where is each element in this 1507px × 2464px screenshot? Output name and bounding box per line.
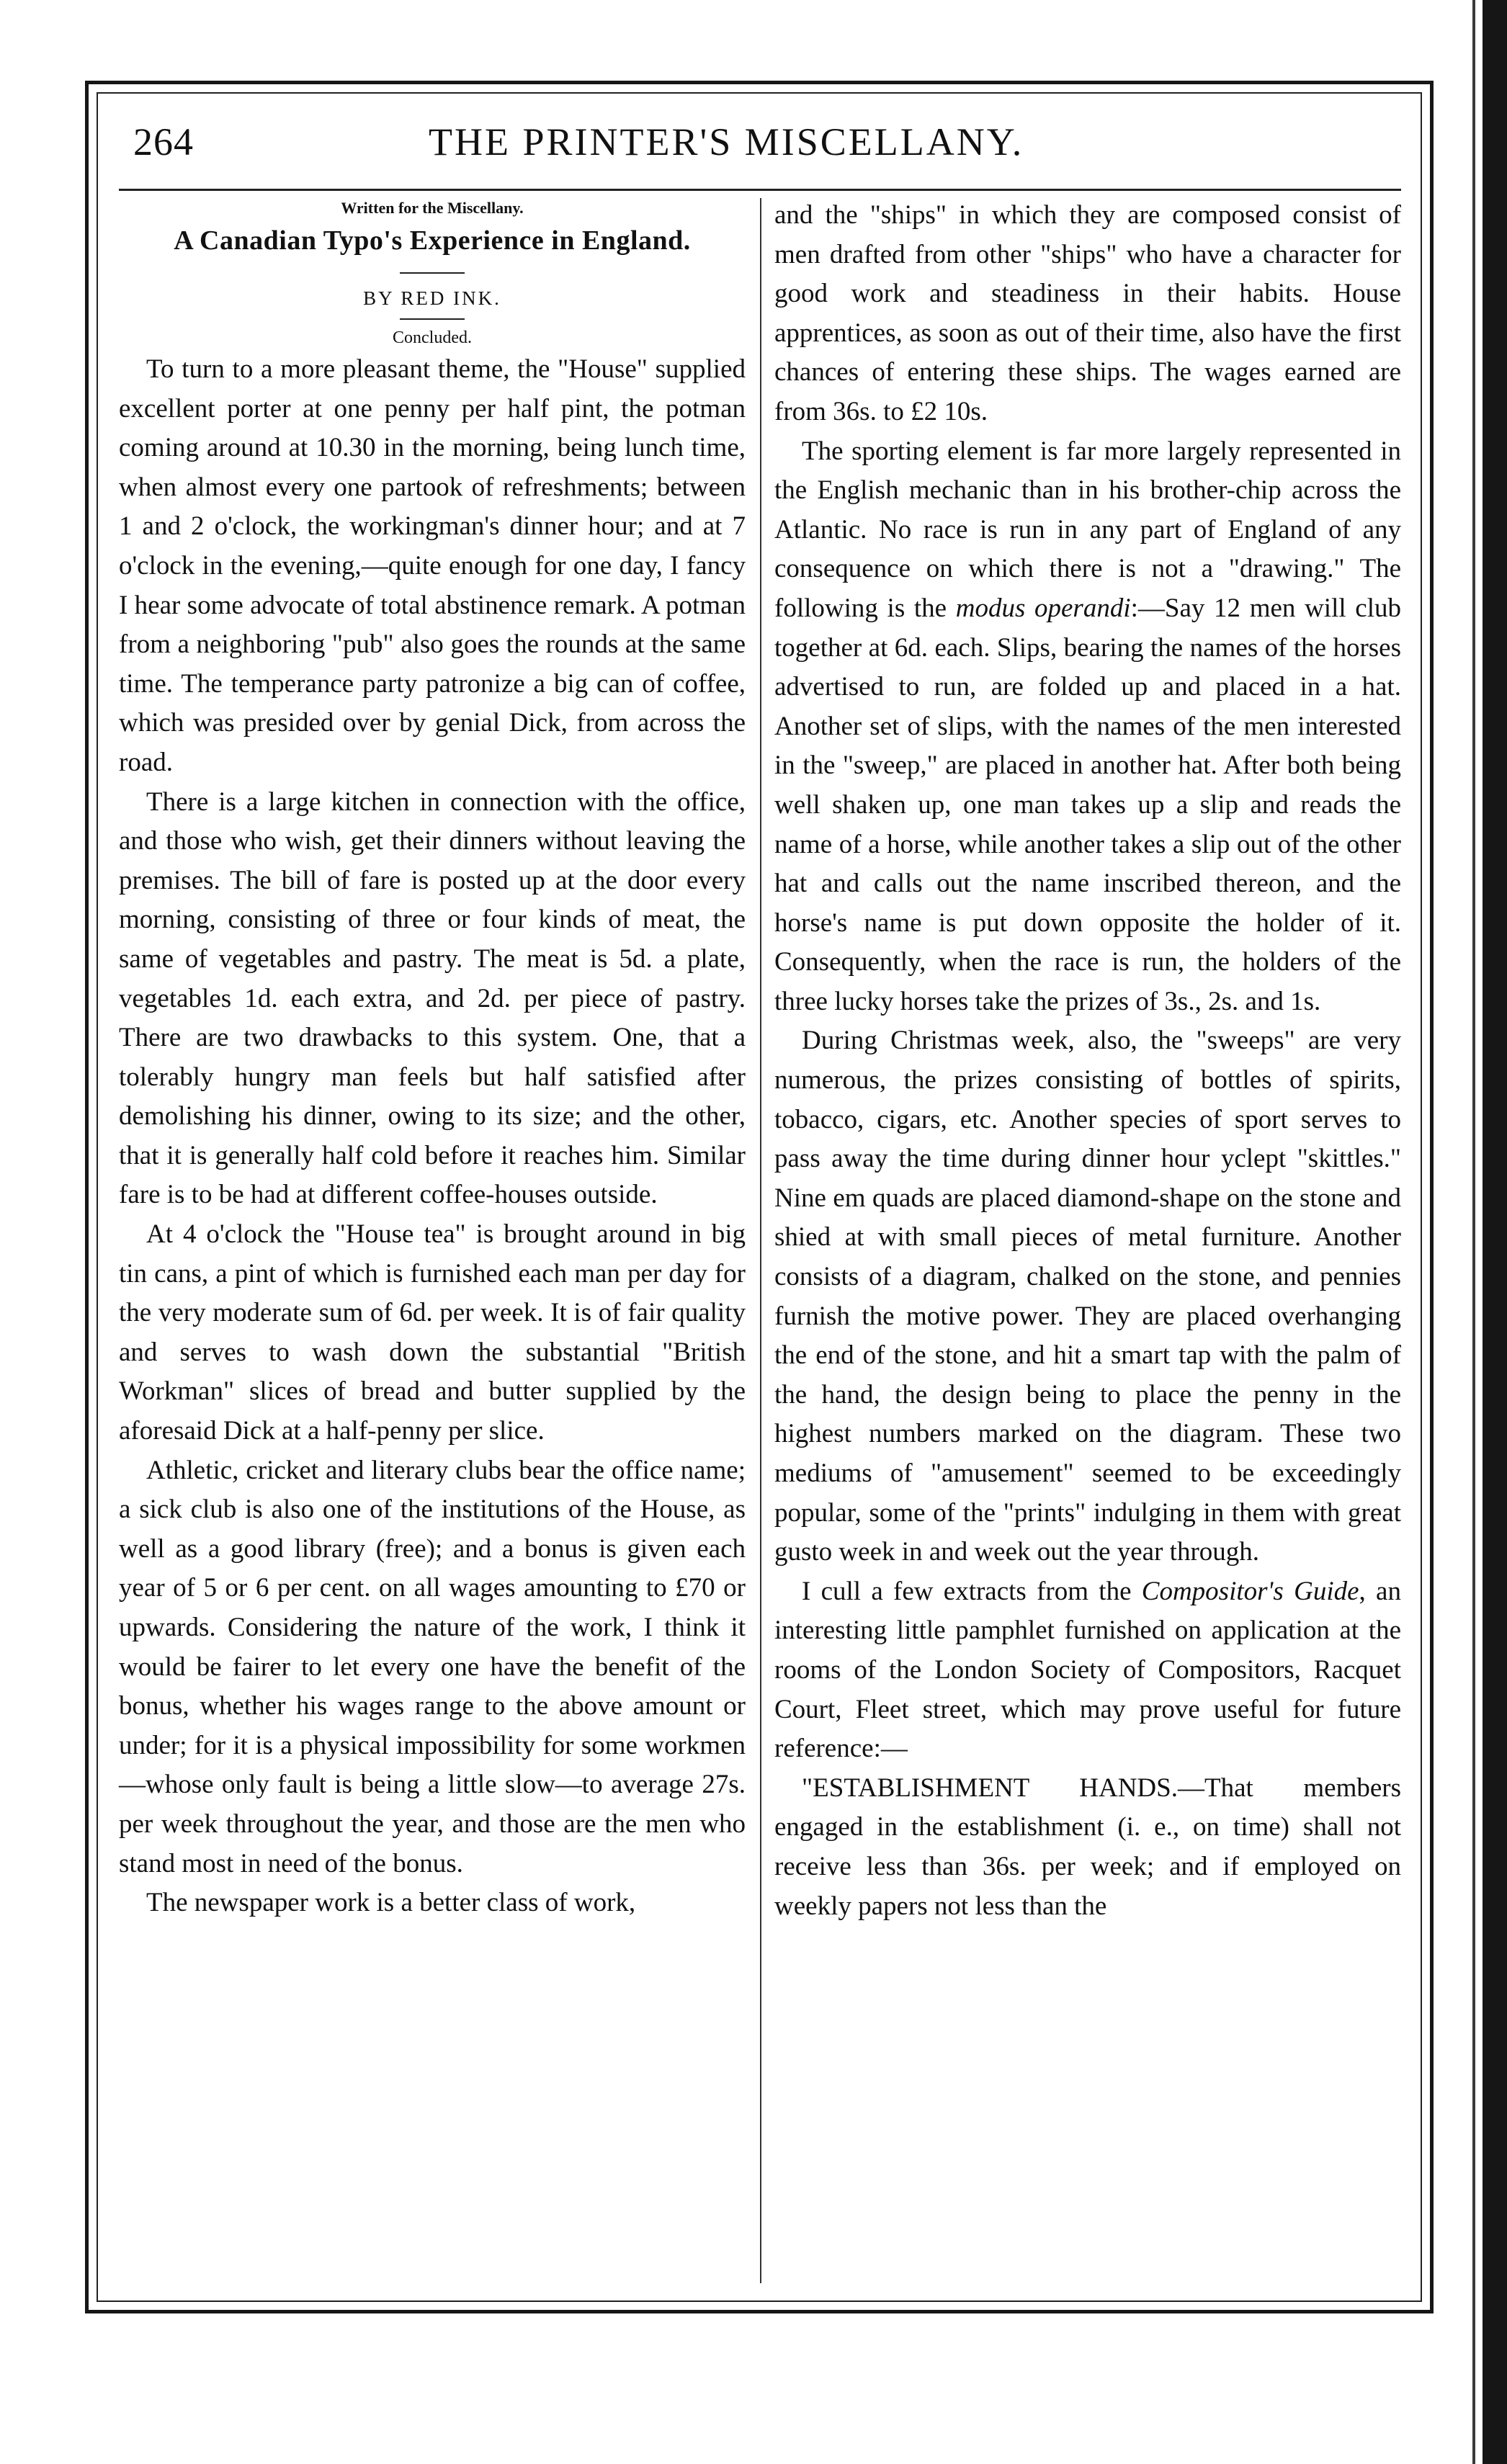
article-title: A Canadian Typo's Experience in England. xyxy=(174,225,691,256)
article-status: Concluded. xyxy=(393,328,472,347)
paragraph: To turn to a more pleasant theme, the "House" supplied excellent porter at one penny per half pint, the potman coming around at 10.30 in the morning, being lunch time, when almost every one partook of refreshments; between 1 and 2 o'clock, the workingman's dinner hour; and at 7 o'clock in the evening,—quite enough for one day, I fancy I hear some advocate of total abstinence remark. A potman from a neighboring "pub" also goes the rounds at the same time. The temperance party patronize a big can of coffee, which was presided over by genial Dick, from across the road. xyxy=(119,354,746,777)
text-run: , an interesting little pamphlet furnished on application at the rooms of the London Society of Compositors, Racquet Court, Fleet street, which may prove useful for future reference:— xyxy=(774,1576,1401,1764)
right-column xyxy=(774,196,1401,1926)
paragraph xyxy=(774,1572,1401,1769)
article-attribution: Written for the Miscellany. xyxy=(341,199,524,217)
column-divider xyxy=(760,198,761,2283)
text-run: I cull a few extracts from the xyxy=(802,1576,1142,1606)
italic-title: Compositor's Guide xyxy=(1141,1576,1359,1606)
book-spine-edge xyxy=(1483,0,1507,2464)
paragraph: Athletic, cricket and literary clubs bear the office name; a sick club is also one of the institutions of the House, as well as a good library (free); and a bonus is given each year of 5 or 6 per cent. on all wages amounting to £70 or upwards. Considering the nature of the work, I think it would be fairer to let every one have the benefit of the bonus, whether his wages range to the above amount or under; for it is a physical impossibility for some workmen—whose only fault is being a little slow—to average 27s. per week throughout the year, and those are the men who stand most in need of the bonus. xyxy=(119,1455,746,1878)
text-run: :—Say 12 men will club together at 6d. each. Slips, bearing the names of the horses advertised to run, are folded up and placed in a hat. Another set of slips, with the names of the men interested in the "sweep," are placed in another hat. After both being well shaken up, one man takes up a slip and reads the name of a horse, while another takes a slip out of the other hat and calls out the name inscribed thereon, and the horse's name is put down opposite the holder of it. Consequently, when the race is run, the holders of the three lucky horses take the prizes of 3s., 2s. and 1s. xyxy=(774,593,1401,1016)
paragraph: There is a large kitchen in connection with the office, and those who wish, get their dinners without leaving the premises. The bill of fare is posted up at the door every morning, consisting of three or four kinds of meat, the same of vegetables and pastry. The meat is 5d. a plate, vegetables 1d. each extra, and 2d. per piece of pastry. There are two drawbacks to this system. One, that a tolerably hungry man feels but half satisfied after demolishing his dinner, owing to its size; and the other, that it is generally half cold before it reaches him. Similar fare is to be had at different coffee-houses outside. xyxy=(119,787,746,1210)
left-column xyxy=(119,196,746,1923)
spine-inner-line xyxy=(1472,0,1475,2464)
text-run: The sporting element is far more largely represented in the English mechanic than in his brother-chip across the Atlantic. No race is run in any part of England of any consequence on which there is not a "drawing." The following is the xyxy=(774,436,1401,623)
paragraph: At 4 o'clock the "House tea" is brought around in big tin cans, a pint of which is furnished each man per day for the very moderate sum of 6d. per week. It is of fair quality and serves to wash down the substantial "British Workman" slices of bread and butter supplied by the aforesaid Dick at a half-penny per slice. xyxy=(119,1219,746,1446)
paragraph xyxy=(774,432,1401,1022)
page-header xyxy=(119,115,1401,187)
article-byline: BY RED INK. xyxy=(363,287,501,309)
paragraph: The newspaper work is a better class of work, xyxy=(146,1888,636,1918)
page-number: 264 xyxy=(133,120,194,163)
running-title: THE PRINTER'S MISCELLANY. xyxy=(429,120,1024,163)
paragraph: During Christmas week, also, the "sweeps" are very numerous, the prizes consisting of bottles of spirits, tobacco, cigars, etc. Another species of sport serves to pass away the time during dinner hour yclept "skittles." Nine em quads are placed diamond-shape on the stone and shied at with small pieces of metal furniture. Another consists of a diagram, chalked on the stone, and pennies furnish the motive power. They are placed overhanging the end of the stone, and hit a smart tap with the palm of the hand, the design being to place the penny in the highest numbers marked on the diagram. These two mediums of "amusement" seemed to be exceedingly popular, some of the "prints" indulging in them with great gusto week in and week out the year through. xyxy=(774,1026,1401,1567)
italic-term: modus operandi xyxy=(955,593,1131,623)
header-rule xyxy=(119,189,1401,191)
paragraph: and the "ships" in which they are composed consist of men drafted from other "ships" who have a character for good work and steadiness in their habits. House apprentices, as soon as out of their time, also have the first chances of entering these ships. The wages earned are from 36s. to £2 10s. xyxy=(774,200,1401,426)
title-rule xyxy=(400,272,465,274)
byline-rule xyxy=(400,318,465,320)
spine-gap xyxy=(1475,0,1483,2464)
paragraph: "ESTABLISHMENT HANDS.—That members engaged in the establishment (i. e., on time) shall not receive less than 36s. per week; and if employed on weekly papers not less than the xyxy=(774,1773,1401,1921)
